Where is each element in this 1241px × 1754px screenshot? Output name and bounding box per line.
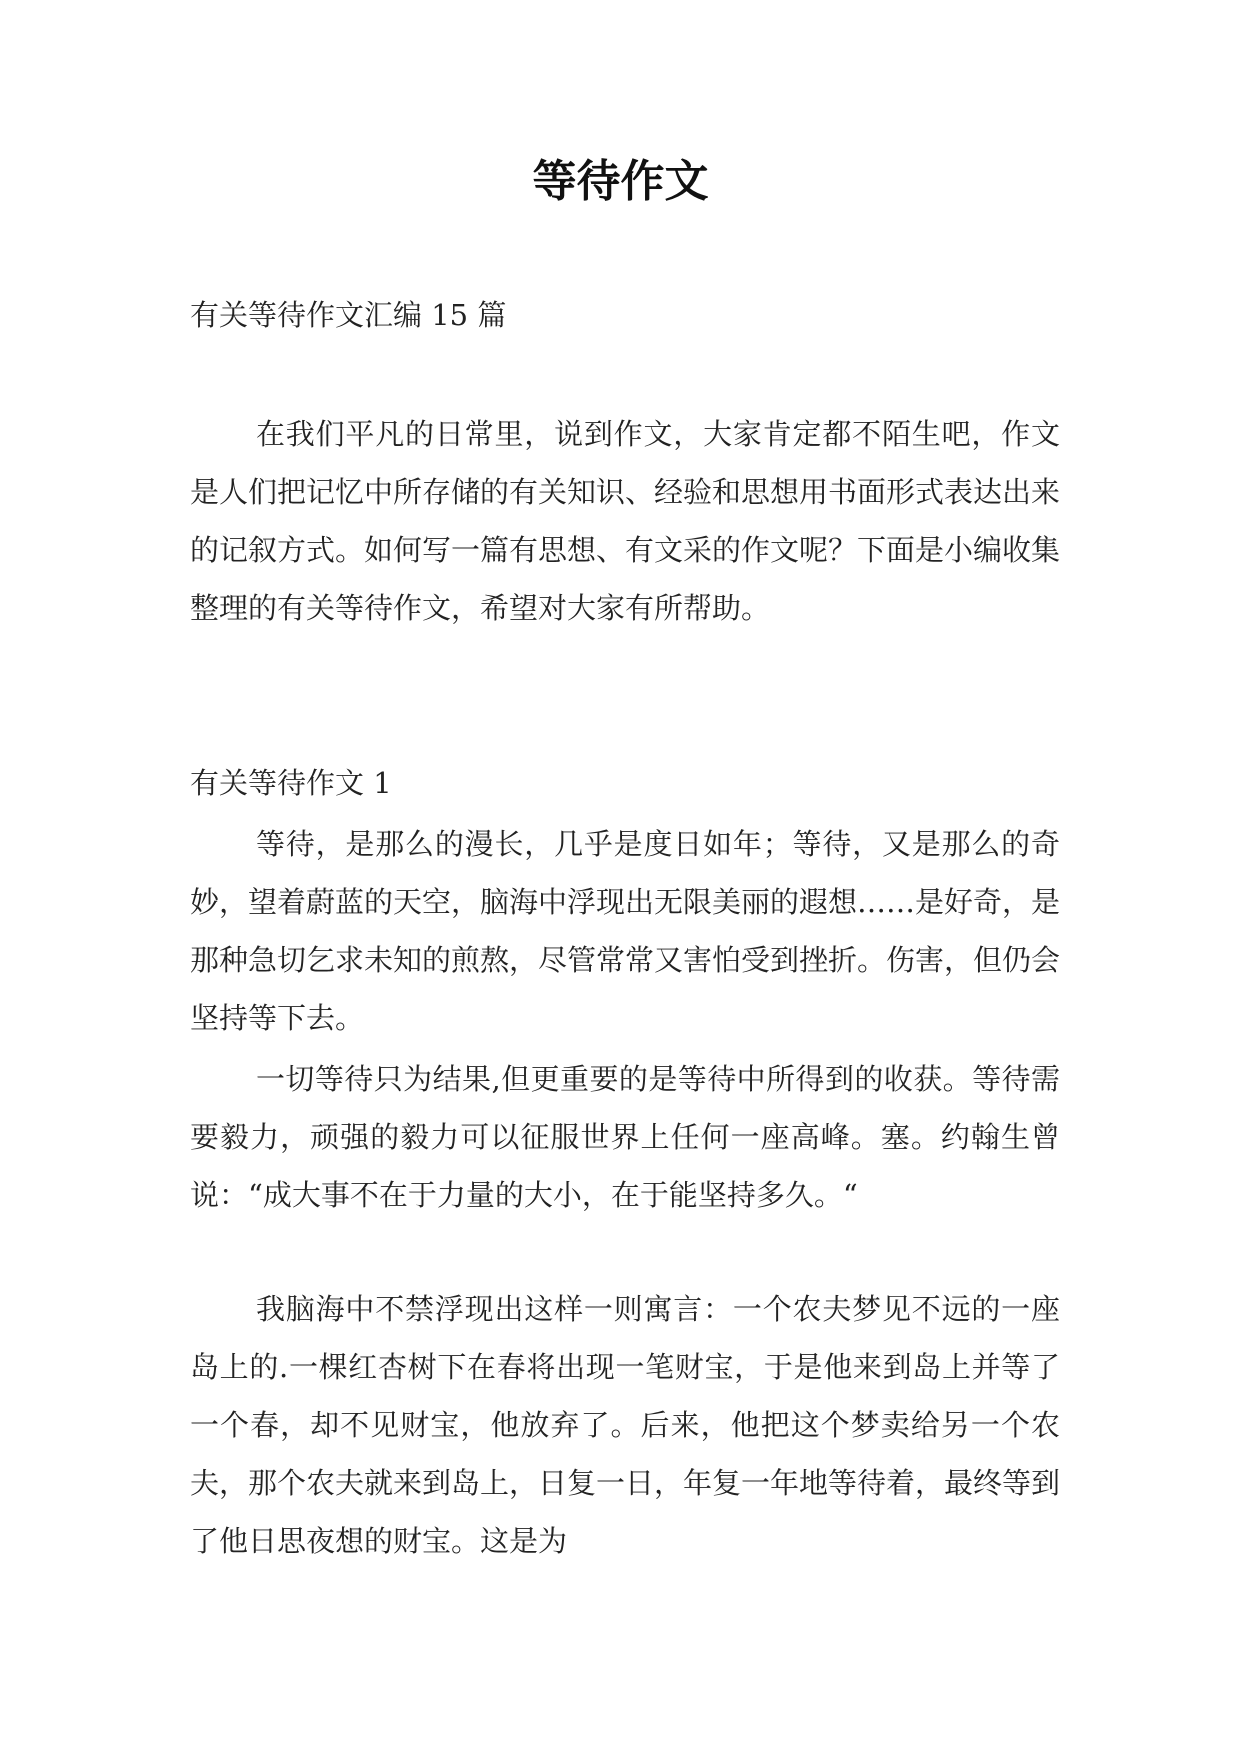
body-paragraph: 一切等待只为结果,但更重要的是等待中所得到的收获。等待需要毅力，顽强的毅力可以征服世界上任何一座高峰。塞。约翰生曾说：“成大事不在于力量的大小，在于能坚持多久。“ <box>190 1062 1060 1212</box>
document-title: 等待作文 <box>532 156 709 207</box>
document-subtitle: 有关等待作文汇编 15 篇 <box>190 298 507 332</box>
body-paragraph: 等待，是那么的漫长，几乎是度日如年；等待，又是那么的奇妙，望着蔚蓝的天空，脑海中浮现出无限美丽的遐想……是好奇，是那种急切乞求未知的煎熬，尽管常常又害怕受到挫折。伤害，但仍会坚持等下去。 <box>190 827 1061 1035</box>
body-paragraph: 我脑海中不禁浮现出这样一则寓言：一个农夫梦见不远的一座岛上的.一棵红杏树下在春将出现一笔财宝，于是他来到岛上并等了一个春，却不见财宝，他放弃了。后来，他把这个梦卖给另一个农夫，那个农夫就来到岛上，日复一日，年复一年地等待着，最终等到了他日思夜想的财宝。这是为 <box>190 1292 1061 1558</box>
section-heading: 有关等待作文 1 <box>190 766 392 800</box>
intro-paragraph: 在我们平凡的日常里，说到作文，大家肯定都不陌生吧，作文是人们把记忆中所存储的有关知识、经验和思想用书面形式表达出来的记叙方式。如何写一篇有思想、有文采的作文呢？下面是小编收集整理的有关等待作文，希望对大家有所帮助。 <box>190 417 1061 625</box>
